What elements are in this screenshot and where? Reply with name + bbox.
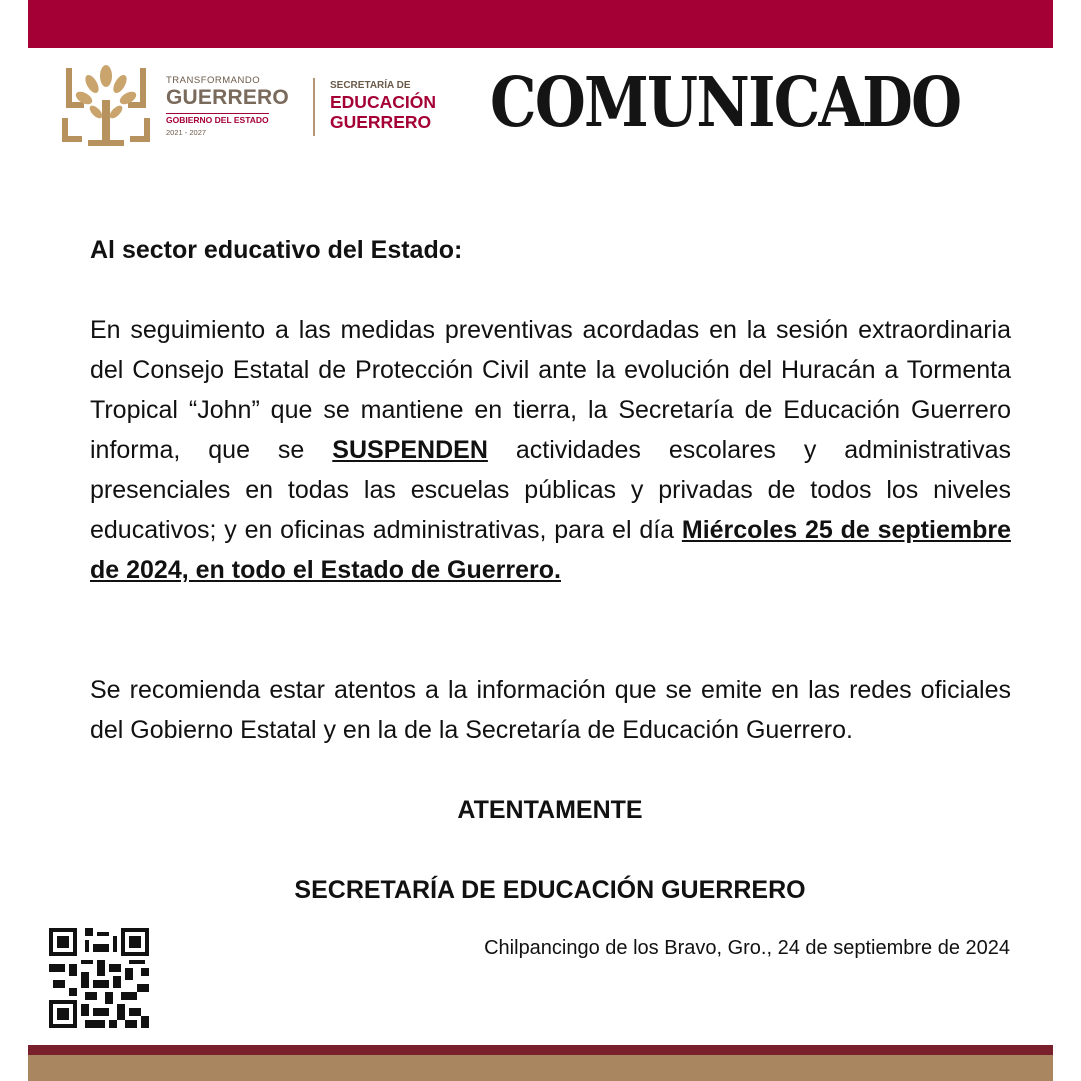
secretaria-logo <box>330 80 460 140</box>
suspenden-emphasis: SUSPENDEN <box>332 436 488 464</box>
paragraph-middle: actividades escolares y administrativas presenciales en todas las escuelas públicas y privadas de todos los niveles educativos; y en oficinas administrativas, para el día <box>90 436 1012 544</box>
sec-logo-line1: EDUCACIÓN <box>330 92 436 112</box>
sec-logo-small-text: SECRETARÍA DE <box>330 80 411 91</box>
qr-code-icon <box>48 928 150 1028</box>
place-and-date: Chilpancingo de los Bravo, Gro., 24 de septiembre de 2024 <box>484 937 1010 959</box>
page-title: COMUNICADO <box>490 63 961 143</box>
gov-logo-big-text: GUERRERO <box>166 86 289 109</box>
paragraph-intro: En seguimiento a las medidas preventivas acordadas en la sesión extraordinaria del Consejo Estatal de Protección Civil ante la evolución del Huracán a Tormenta Tropical “John” que se mantiene en tierra, la Secretaría de Educación Guerrero informa, que se <box>90 316 1011 464</box>
salutation: Al sector educativo del Estado: <box>90 236 463 264</box>
gov-logo-small-text: TRANSFORMANDO <box>166 75 261 86</box>
tree-logo-icon <box>58 62 154 150</box>
closing-text: ATENTAMENTE <box>457 796 643 824</box>
top-color-bar <box>28 0 1053 48</box>
signature-text: SECRETARÍA DE EDUCACIÓN GUERRERO <box>294 876 806 904</box>
date-emphasis: Miércoles 25 de septiembre de 2024, en todo el Estado de Guerrero. <box>90 516 1011 584</box>
bottom-color-bar-gold <box>28 1055 1053 1081</box>
logo-divider <box>313 78 315 136</box>
gobierno-logo <box>166 76 306 140</box>
bottom-color-bar-dark <box>28 1045 1053 1055</box>
recommendation-paragraph: Se recomienda estar atentos a la información que se emite en las redes oficiales del Gobierno Estatal y en la de la Secretaría de Educación Guerrero. <box>90 676 1011 744</box>
gov-logo-years: 2021 - 2027 <box>166 128 207 137</box>
sec-logo-line2: GUERRERO <box>330 112 432 132</box>
gov-logo-sub-text: GOBIERNO DEL ESTADO <box>166 115 269 125</box>
main-paragraph <box>90 310 1011 590</box>
